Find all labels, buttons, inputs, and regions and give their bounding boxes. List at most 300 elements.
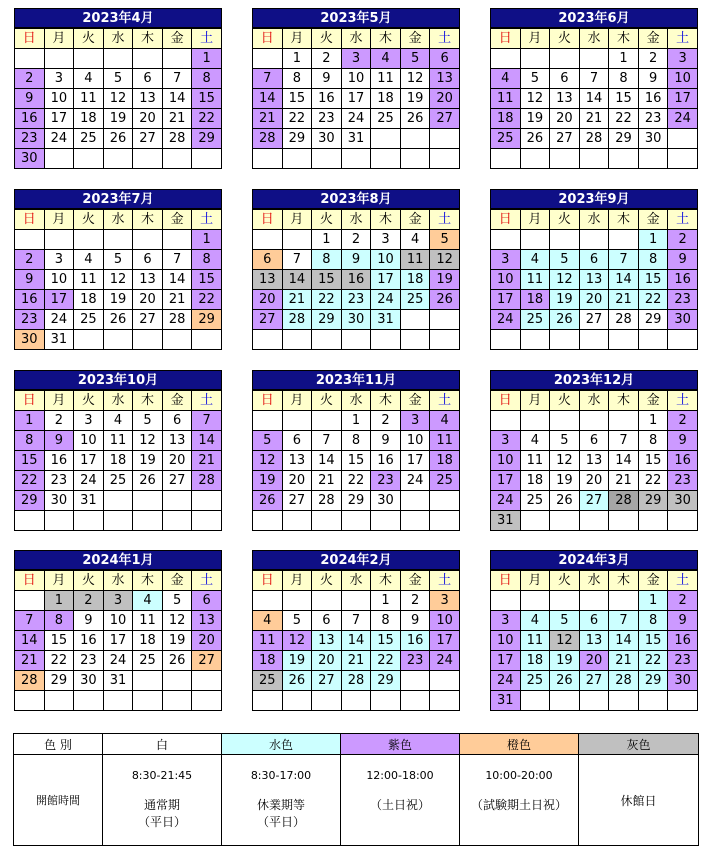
week-row	[491, 129, 698, 149]
month-table	[14, 390, 222, 531]
empty-day-cell	[312, 330, 342, 350]
week-row	[491, 671, 698, 691]
empty-day-cell	[341, 149, 371, 169]
weekday-header: 木	[609, 210, 639, 230]
day-cell: 28	[579, 129, 609, 149]
day-cell: 8	[609, 69, 639, 89]
day-cell: 1	[341, 411, 371, 431]
empty-day-cell	[430, 129, 460, 149]
empty-day-cell	[162, 491, 192, 511]
day-cell: 29	[638, 310, 668, 330]
empty-day-cell	[520, 591, 550, 611]
month-title: 2023年7月	[14, 189, 222, 209]
empty-day-cell	[192, 149, 222, 169]
week-row	[15, 411, 222, 431]
day-cell: 26	[282, 671, 312, 691]
empty-day-cell	[550, 511, 580, 531]
day-cell: 31	[371, 310, 401, 330]
day-cell: 22	[609, 109, 639, 129]
day-cell: 29	[312, 310, 342, 330]
day-cell: 17	[491, 471, 521, 491]
empty-day-cell	[520, 511, 550, 531]
legend-row-label: 開館時間	[14, 755, 103, 846]
day-cell: 8	[312, 250, 342, 270]
day-cell: 24	[491, 671, 521, 691]
weekday-header: 土	[192, 210, 222, 230]
day-cell: 21	[341, 651, 371, 671]
day-cell: 11	[400, 250, 430, 270]
empty-day-cell	[282, 411, 312, 431]
week-row	[491, 651, 698, 671]
legend-cell-aqua	[222, 755, 341, 846]
day-cell: 26	[550, 671, 580, 691]
day-cell: 29	[371, 671, 401, 691]
legend-color-gray: 灰色	[579, 734, 699, 755]
day-cell: 27	[430, 109, 460, 129]
weekday-header: 土	[192, 571, 222, 591]
day-cell: 30	[15, 149, 45, 169]
day-cell: 1	[15, 411, 45, 431]
month-table	[252, 570, 460, 711]
day-cell: 13	[192, 611, 222, 631]
week-row	[253, 330, 460, 350]
day-cell: 21	[192, 451, 222, 471]
week-row	[253, 149, 460, 169]
weekday-header: 月	[520, 29, 550, 49]
empty-day-cell	[400, 511, 430, 531]
empty-day-cell	[491, 411, 521, 431]
empty-day-cell	[312, 411, 342, 431]
month-title: 2023年4月	[14, 8, 222, 28]
day-cell: 31	[74, 491, 104, 511]
day-cell: 25	[103, 471, 133, 491]
week-row	[15, 471, 222, 491]
week-row	[253, 411, 460, 431]
day-cell: 5	[550, 431, 580, 451]
day-cell: 14	[192, 431, 222, 451]
weekday-header: 金	[162, 210, 192, 230]
weekday-header: 水	[341, 210, 371, 230]
legend-hours: 10:00-20:00	[485, 769, 553, 782]
day-cell: 21	[162, 290, 192, 310]
empty-day-cell	[253, 149, 283, 169]
day-cell: 12	[400, 69, 430, 89]
weekday-header: 土	[668, 29, 698, 49]
weekday-header: 火	[550, 391, 580, 411]
weekday-header: 火	[550, 571, 580, 591]
weekday-header: 金	[400, 571, 430, 591]
day-cell: 21	[312, 471, 342, 491]
empty-day-cell	[550, 230, 580, 250]
month-table	[490, 390, 698, 531]
day-cell: 5	[103, 69, 133, 89]
day-cell: 17	[491, 651, 521, 671]
week-row	[253, 631, 460, 651]
weekday-header: 水	[103, 391, 133, 411]
empty-day-cell	[74, 511, 104, 531]
day-cell: 3	[400, 411, 430, 431]
legend-color-purple: 紫色	[341, 734, 460, 755]
weekday-header: 水	[103, 29, 133, 49]
weekday-header: 土	[430, 391, 460, 411]
day-cell: 9	[15, 270, 45, 290]
day-cell: 6	[579, 611, 609, 631]
empty-day-cell	[550, 149, 580, 169]
empty-day-cell	[133, 511, 163, 531]
weekday-header: 木	[133, 571, 163, 591]
weekday-header: 水	[579, 571, 609, 591]
day-cell: 27	[133, 310, 163, 330]
day-cell: 21	[15, 651, 45, 671]
empty-day-cell	[430, 511, 460, 531]
weekday-header: 火	[312, 391, 342, 411]
empty-day-cell	[253, 591, 283, 611]
day-cell: 23	[15, 310, 45, 330]
empty-day-cell	[312, 691, 342, 711]
empty-day-cell	[312, 591, 342, 611]
day-cell: 20	[282, 471, 312, 491]
empty-day-cell	[74, 230, 104, 250]
day-cell: 8	[282, 69, 312, 89]
day-cell: 21	[609, 651, 639, 671]
empty-day-cell	[638, 149, 668, 169]
month-calendar	[490, 189, 698, 350]
week-row	[253, 511, 460, 531]
day-cell: 29	[609, 129, 639, 149]
day-cell: 6	[430, 49, 460, 69]
day-cell: 24	[74, 471, 104, 491]
weekday-header: 金	[162, 571, 192, 591]
week-row	[15, 511, 222, 531]
day-cell: 1	[638, 230, 668, 250]
day-cell: 29	[638, 671, 668, 691]
weekday-header: 日	[491, 210, 521, 230]
day-cell: 25	[371, 109, 401, 129]
week-row	[491, 631, 698, 651]
week-row	[15, 431, 222, 451]
empty-day-cell	[430, 671, 460, 691]
week-row	[491, 411, 698, 431]
weekday-header: 水	[579, 391, 609, 411]
day-cell: 28	[341, 671, 371, 691]
week-row	[491, 109, 698, 129]
weekday-header: 月	[44, 391, 74, 411]
empty-day-cell	[103, 149, 133, 169]
month-title: 2023年5月	[252, 8, 460, 28]
weekday-header: 火	[550, 210, 580, 230]
week-row	[15, 270, 222, 290]
day-cell: 11	[430, 431, 460, 451]
day-cell: 6	[253, 250, 283, 270]
day-cell: 5	[430, 230, 460, 250]
week-row	[253, 290, 460, 310]
day-cell: 7	[579, 69, 609, 89]
day-cell: 7	[15, 611, 45, 631]
day-cell: 16	[74, 631, 104, 651]
day-cell: 30	[668, 310, 698, 330]
empty-day-cell	[520, 411, 550, 431]
day-cell: 19	[133, 451, 163, 471]
day-cell: 17	[44, 109, 74, 129]
empty-day-cell	[44, 691, 74, 711]
day-cell: 25	[491, 129, 521, 149]
week-row	[15, 691, 222, 711]
day-cell: 19	[282, 651, 312, 671]
empty-day-cell	[162, 230, 192, 250]
legend-note: （平日）	[137, 815, 186, 829]
day-cell: 4	[520, 250, 550, 270]
day-cell: 22	[312, 290, 342, 310]
weekday-header: 火	[312, 210, 342, 230]
day-cell: 14	[579, 89, 609, 109]
day-cell: 10	[103, 611, 133, 631]
weekday-header: 木	[371, 29, 401, 49]
day-cell: 3	[371, 230, 401, 250]
weekday-header: 日	[15, 29, 45, 49]
day-cell: 21	[162, 109, 192, 129]
week-row	[15, 149, 222, 169]
month-title: 2024年1月	[14, 550, 222, 570]
day-cell: 4	[430, 411, 460, 431]
week-row	[491, 49, 698, 69]
month-table	[14, 28, 222, 169]
day-cell: 21	[253, 109, 283, 129]
week-row	[253, 431, 460, 451]
empty-day-cell	[668, 149, 698, 169]
empty-day-cell	[609, 149, 639, 169]
day-cell: 19	[550, 651, 580, 671]
empty-day-cell	[15, 511, 45, 531]
empty-day-cell	[579, 411, 609, 431]
day-cell: 23	[400, 651, 430, 671]
empty-day-cell	[430, 149, 460, 169]
legend-note: （平日）	[256, 815, 305, 829]
day-cell: 1	[609, 49, 639, 69]
day-cell: 25	[520, 671, 550, 691]
day-cell: 13	[579, 451, 609, 471]
empty-day-cell	[133, 491, 163, 511]
day-cell: 11	[253, 631, 283, 651]
day-cell: 7	[162, 69, 192, 89]
day-cell: 27	[282, 491, 312, 511]
weekday-header: 火	[74, 391, 104, 411]
day-cell: 31	[341, 129, 371, 149]
day-cell: 4	[520, 611, 550, 631]
day-cell: 27	[579, 310, 609, 330]
empty-day-cell	[74, 49, 104, 69]
empty-day-cell	[253, 511, 283, 531]
empty-day-cell	[253, 230, 283, 250]
day-cell: 21	[609, 290, 639, 310]
day-cell: 8	[638, 250, 668, 270]
empty-day-cell	[133, 691, 163, 711]
day-cell: 17	[74, 451, 104, 471]
day-cell: 24	[491, 310, 521, 330]
day-cell: 12	[282, 631, 312, 651]
weekday-header: 日	[253, 210, 283, 230]
weekday-header: 日	[253, 391, 283, 411]
week-row	[491, 591, 698, 611]
empty-day-cell	[550, 691, 580, 711]
day-cell: 17	[44, 290, 74, 310]
day-cell: 18	[400, 270, 430, 290]
week-row	[491, 270, 698, 290]
day-cell: 10	[341, 69, 371, 89]
empty-day-cell	[609, 411, 639, 431]
day-cell: 17	[371, 270, 401, 290]
week-row	[15, 49, 222, 69]
day-cell: 24	[103, 651, 133, 671]
empty-day-cell	[74, 330, 104, 350]
day-cell: 6	[579, 250, 609, 270]
day-cell: 19	[550, 471, 580, 491]
empty-day-cell	[520, 149, 550, 169]
empty-day-cell	[668, 691, 698, 711]
day-cell: 2	[400, 591, 430, 611]
day-cell: 23	[668, 471, 698, 491]
empty-day-cell	[253, 411, 283, 431]
week-row	[15, 651, 222, 671]
week-row	[15, 611, 222, 631]
day-cell: 12	[103, 89, 133, 109]
empty-day-cell	[579, 691, 609, 711]
weekday-header: 水	[579, 210, 609, 230]
day-cell: 8	[192, 69, 222, 89]
day-cell: 18	[253, 651, 283, 671]
weekday-header: 月	[282, 391, 312, 411]
day-cell: 18	[74, 109, 104, 129]
day-cell: 1	[312, 230, 342, 250]
day-cell: 5	[162, 591, 192, 611]
weekday-header: 土	[192, 391, 222, 411]
day-cell: 14	[341, 631, 371, 651]
day-cell: 28	[15, 671, 45, 691]
day-cell: 5	[550, 250, 580, 270]
day-cell: 4	[371, 49, 401, 69]
day-cell: 25	[400, 290, 430, 310]
day-cell: 29	[192, 310, 222, 330]
day-cell: 18	[430, 451, 460, 471]
weekday-header: 火	[550, 29, 580, 49]
day-cell: 17	[400, 451, 430, 471]
week-row	[253, 310, 460, 330]
day-cell: 22	[192, 109, 222, 129]
empty-day-cell	[400, 671, 430, 691]
day-cell: 26	[550, 491, 580, 511]
empty-day-cell	[668, 330, 698, 350]
day-cell: 12	[162, 611, 192, 631]
day-cell: 13	[133, 89, 163, 109]
week-row	[253, 451, 460, 471]
legend-cell-orange	[460, 755, 579, 846]
day-cell: 7	[192, 411, 222, 431]
legend-color-aqua: 水色	[222, 734, 341, 755]
weekday-header: 日	[15, 391, 45, 411]
day-cell: 12	[103, 270, 133, 290]
weekday-header: 月	[44, 29, 74, 49]
month-table	[490, 28, 698, 169]
empty-day-cell	[579, 330, 609, 350]
day-cell: 6	[162, 411, 192, 431]
day-cell: 14	[609, 270, 639, 290]
day-cell: 9	[44, 431, 74, 451]
week-row	[491, 451, 698, 471]
day-cell: 30	[74, 671, 104, 691]
day-cell: 3	[491, 250, 521, 270]
empty-day-cell	[491, 230, 521, 250]
day-cell: 24	[491, 491, 521, 511]
empty-day-cell	[103, 691, 133, 711]
day-cell: 19	[103, 290, 133, 310]
empty-day-cell	[430, 330, 460, 350]
day-cell: 3	[44, 69, 74, 89]
day-cell: 15	[44, 631, 74, 651]
day-cell: 24	[44, 129, 74, 149]
empty-day-cell	[312, 511, 342, 531]
day-cell: 12	[430, 250, 460, 270]
month-table	[252, 28, 460, 169]
day-cell: 12	[550, 631, 580, 651]
legend-color-orange: 橙色	[460, 734, 579, 755]
day-cell: 5	[253, 431, 283, 451]
day-cell: 11	[520, 631, 550, 651]
day-cell: 14	[162, 89, 192, 109]
month-calendar	[490, 8, 698, 169]
day-cell: 26	[103, 310, 133, 330]
day-cell: 11	[520, 451, 550, 471]
weekday-header: 金	[162, 29, 192, 49]
month-calendar	[14, 189, 222, 350]
day-cell: 5	[520, 69, 550, 89]
day-cell: 20	[133, 109, 163, 129]
empty-day-cell	[550, 330, 580, 350]
empty-day-cell	[103, 330, 133, 350]
day-cell: 13	[133, 270, 163, 290]
empty-day-cell	[192, 330, 222, 350]
day-cell: 21	[282, 290, 312, 310]
week-row	[253, 591, 460, 611]
day-cell: 25	[74, 310, 104, 330]
month-title: 2024年2月	[252, 550, 460, 570]
weekday-header: 金	[400, 391, 430, 411]
weekday-header: 土	[430, 29, 460, 49]
legend-hours: 8:30-21:45	[131, 769, 193, 782]
day-cell: 20	[579, 651, 609, 671]
week-row	[491, 691, 698, 711]
week-row	[253, 69, 460, 89]
day-cell: 10	[430, 611, 460, 631]
day-cell: 20	[192, 631, 222, 651]
day-cell: 20	[550, 109, 580, 129]
weekday-header: 月	[520, 571, 550, 591]
weekday-header: 木	[609, 391, 639, 411]
day-cell: 16	[341, 270, 371, 290]
day-cell: 1	[192, 230, 222, 250]
weekday-header: 木	[371, 391, 401, 411]
day-cell: 1	[638, 411, 668, 431]
weekday-header: 月	[282, 29, 312, 49]
day-cell: 6	[133, 69, 163, 89]
empty-day-cell	[133, 230, 163, 250]
day-cell: 16	[668, 270, 698, 290]
day-cell: 26	[103, 129, 133, 149]
week-row	[15, 310, 222, 330]
day-cell: 11	[103, 431, 133, 451]
week-row	[15, 230, 222, 250]
legend-header-label: 色 別	[14, 734, 103, 755]
week-row	[253, 491, 460, 511]
day-cell: 13	[579, 631, 609, 651]
